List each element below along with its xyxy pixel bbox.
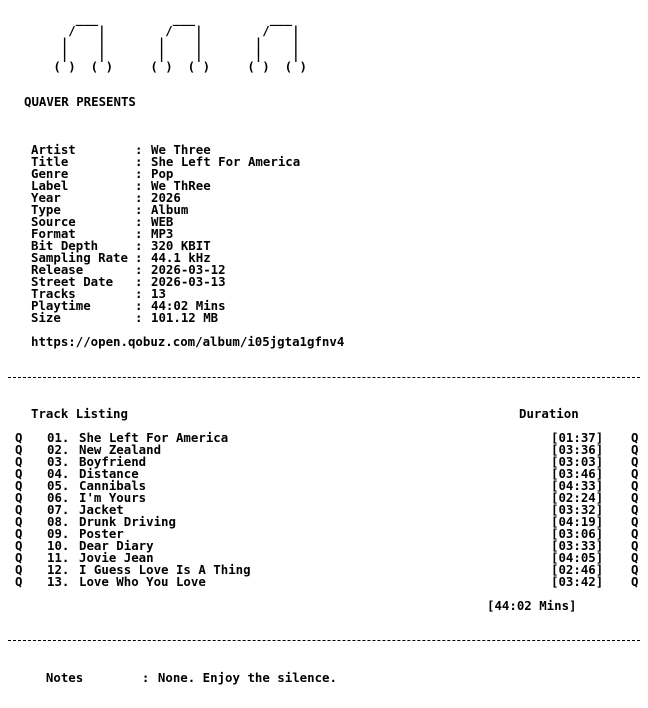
track-marker-left: Q — [15, 550, 23, 565]
track-number: 02. — [47, 442, 70, 457]
track-title: Jovie Jean — [79, 550, 154, 565]
track-title: Dear Diary — [79, 538, 154, 553]
track-number: 03. — [47, 454, 70, 469]
track-duration: [01:37] — [551, 430, 604, 445]
track-number: 09. — [47, 526, 70, 541]
track-marker-left: Q — [15, 562, 23, 577]
info-colon: : — [135, 154, 143, 169]
info-value: 2026 — [151, 190, 181, 205]
info-key: Tracks — [31, 286, 76, 301]
info-key: Type — [31, 202, 61, 217]
info-colon: : — [135, 262, 143, 277]
track-marker-right: Q — [631, 574, 639, 589]
info-value: 44:02 Mins — [151, 298, 226, 313]
info-key: Title — [31, 154, 69, 169]
info-colon: : — [135, 226, 143, 241]
notes-value: None. Enjoy the silence. — [157, 670, 337, 685]
track-number: 01. — [47, 430, 70, 445]
info-colon: : — [135, 250, 143, 265]
info-key: Label — [31, 178, 69, 193]
track-duration: [03:03] — [551, 454, 604, 469]
duration-heading: Duration — [519, 406, 579, 421]
track-marker-right: Q — [631, 526, 639, 541]
info-key: Release — [31, 262, 84, 277]
info-value: 2026-03-12 — [151, 262, 226, 277]
track-listing-heading: Track Listing — [31, 406, 128, 421]
album-url-link[interactable]: https://open.qobuz.com/album/i05jgta1gfnv4 — [31, 334, 345, 349]
track-marker-left: Q — [15, 502, 23, 517]
track-number: 04. — [47, 466, 70, 481]
info-colon: : — [135, 286, 143, 301]
info-value: 320 KBIT — [151, 238, 211, 253]
track-marker-right: Q — [631, 490, 639, 505]
track-number: 07. — [47, 502, 70, 517]
notes-row — [31, 660, 337, 684]
info-colon: : — [135, 178, 143, 193]
track-marker-right: Q — [631, 562, 639, 577]
notes-key: Notes — [45, 670, 84, 685]
track-number: 10. — [47, 538, 70, 553]
track-marker-left: Q — [15, 538, 23, 553]
ascii-logo-art: ___ ___ ___ / | / | / | | | | | | | | | | | | | ( ) ( ) ( ) ( ) ( ) ( ) — [53, 11, 308, 74]
track-title: Jacket — [79, 502, 124, 517]
info-value: 13 — [151, 286, 166, 301]
track-marker-right: Q — [631, 442, 639, 457]
info-value: 101.12 MB — [151, 310, 219, 325]
notes-colon: : — [141, 670, 150, 685]
track-marker-right: Q — [631, 550, 639, 565]
track-marker-left: Q — [15, 442, 23, 457]
info-key: Sampling Rate — [31, 250, 128, 265]
info-colon: : — [135, 166, 143, 181]
track-marker-right: Q — [631, 478, 639, 493]
track-duration: [04:05] — [551, 550, 604, 565]
track-marker-left: Q — [15, 454, 23, 469]
info-colon: : — [135, 310, 143, 325]
info-colon: : — [135, 298, 143, 313]
info-value: MP3 — [151, 226, 174, 241]
track-marker-right: Q — [631, 502, 639, 517]
track-number: 05. — [47, 478, 70, 493]
track-number: 11. — [47, 550, 70, 565]
info-value: Album — [151, 202, 189, 217]
info-value: 2026-03-13 — [151, 274, 226, 289]
info-key: Size — [31, 310, 61, 325]
track-title: Drunk Driving — [79, 514, 176, 529]
track-duration: [03:06] — [551, 526, 604, 541]
info-key: Year — [31, 190, 61, 205]
info-value: She Left For America — [151, 154, 301, 169]
track-title: I Guess Love Is A Thing — [79, 562, 251, 577]
info-key: Format — [31, 226, 76, 241]
track-number: 08. — [47, 514, 70, 529]
track-marker-right: Q — [631, 514, 639, 529]
track-marker-right: Q — [631, 454, 639, 469]
info-key: Bit Depth — [31, 238, 99, 253]
track-marker-left: Q — [15, 430, 23, 445]
track-marker-left: Q — [15, 574, 23, 589]
track-marker-right: Q — [631, 430, 639, 445]
track-number: 12. — [47, 562, 70, 577]
track-title: Cannibals — [79, 478, 147, 493]
track-number: 13. — [47, 574, 70, 589]
track-marker-left: Q — [15, 526, 23, 541]
track-marker-left: Q — [15, 490, 23, 505]
info-colon: : — [135, 202, 143, 217]
track-marker-left: Q — [15, 514, 23, 529]
info-value: Pop — [151, 166, 174, 181]
track-duration: [03:42] — [551, 574, 604, 589]
presenter-title: QUAVER PRESENTS — [24, 94, 136, 109]
track-title: I'm Yours — [79, 490, 147, 505]
track-marker-left: Q — [15, 478, 23, 493]
track-title: She Left For America — [79, 430, 229, 445]
track-title: Boyfriend — [79, 454, 147, 469]
total-duration: [44:02 Mins] — [487, 598, 577, 613]
track-number: 06. — [47, 490, 70, 505]
track-marker-right: Q — [631, 466, 639, 481]
info-key: Playtime — [31, 298, 91, 313]
info-colon: : — [135, 238, 143, 253]
track-duration: [03:32] — [551, 502, 604, 517]
info-value: We Three — [151, 142, 211, 157]
info-colon: : — [135, 190, 143, 205]
info-value: We ThRee — [151, 178, 211, 193]
info-colon: : — [135, 274, 143, 289]
track-title: Distance — [79, 466, 139, 481]
info-key: Artist — [31, 142, 76, 157]
track-duration: [03:36] — [551, 442, 604, 457]
track-marker-left: Q — [15, 466, 23, 481]
track-duration: [04:33] — [551, 478, 604, 493]
track-duration: [02:24] — [551, 490, 604, 505]
track-duration: [02:46] — [551, 562, 604, 577]
track-duration: [04:19] — [551, 514, 604, 529]
track-title: New Zealand — [79, 442, 162, 457]
info-value: 44.1 kHz — [151, 250, 211, 265]
track-title: Love Who You Love — [79, 574, 206, 589]
track-title: Poster — [79, 526, 124, 541]
info-key: Genre — [31, 166, 69, 181]
track-row — [0, 576, 648, 588]
divider-bottom — [8, 640, 640, 641]
info-colon: : — [135, 214, 143, 229]
track-duration: [03:46] — [551, 466, 604, 481]
track-duration: [03:33] — [551, 538, 604, 553]
info-key: Source — [31, 214, 76, 229]
divider-top — [8, 377, 640, 378]
info-colon: : — [135, 142, 143, 157]
info-row — [31, 312, 218, 324]
info-key: Street Date — [31, 274, 114, 289]
track-marker-right: Q — [631, 538, 639, 553]
info-value: WEB — [151, 214, 174, 229]
